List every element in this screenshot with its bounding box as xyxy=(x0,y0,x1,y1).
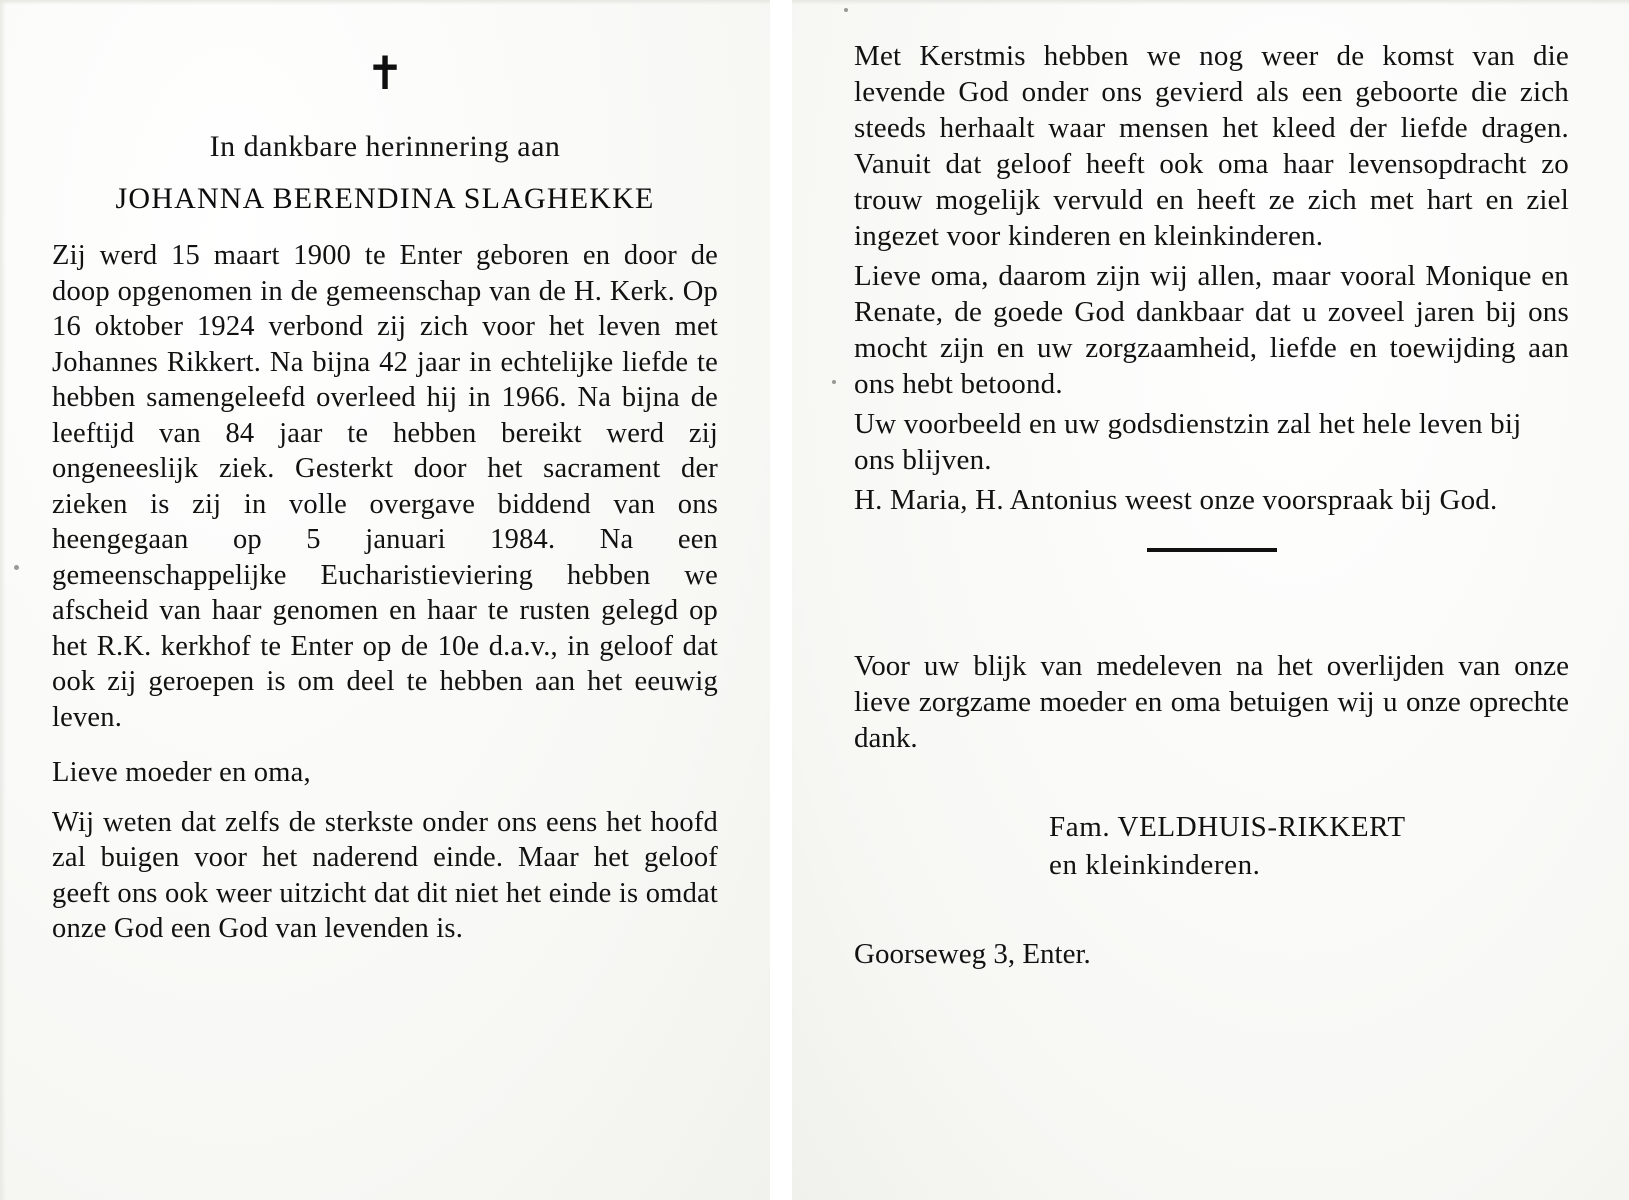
salutation-line: Lieve moeder en oma, xyxy=(52,757,311,788)
cross-icon: ✝ xyxy=(365,46,405,100)
signature-block xyxy=(854,808,1569,884)
biography-paragraph: Zij werd 15 maart 1900 te Enter geboren en door de doop opgenomen in de gemeenschap van de H. Kerk. Op 16 oktober 1924 verbond zij zich voor het leven met Johannes Rikkert. Na bijna 42 jaar in echtelijke liefde te hebben samengeleefd overleed hij in 1966. Na bijna de leeftijd van 84 jaar te hebben bereikt werd zij ongeneeslijk ziek. Gesterkt door het sacrament der zieken is zij in volle overgave biddend van ons heengegaan op 5 januari 1984. Na een gemeenschappelijke Eucharistieviering hebben we afscheid van haar genomen en haar te rusten gelegd op het R.K. kerkhof te Enter op de 10e d.a.v., in geloof dat ook zij geroepen is om deel te hebben aan het eeuwig leven. xyxy=(52,240,718,733)
signature-grandchildren: en kleinkinderen. xyxy=(1049,849,1261,881)
saints-paragraph: H. Maria, H. Antonius weest onze voorspraak bij God. xyxy=(854,484,1498,516)
card-page-right xyxy=(792,0,1629,1200)
scan-edge-shadow xyxy=(0,0,6,1200)
scan-edge-shadow-top xyxy=(0,0,770,5)
signature-family-name: Fam. VELDHUIS-RIKKERT xyxy=(1049,811,1406,843)
deceased-name: JOHANNA BERENDINA SLAGHEKKE xyxy=(115,182,655,215)
left-body-block xyxy=(52,238,718,947)
dedication-line: In dankbare herinnering aan xyxy=(209,130,561,163)
christmas-paragraph: Met Kerstmis hebben we nog weer de komst van die levende God onder ons gevierd als een geboorte die zich steeds herhaalt waar mensen het kleed der liefde dragen. Vanuit dat geloof heeft ook oma haar levensopdracht zo trouw mogelijk vervuld en heeft ze zich met hart en ziel ingezet voor kinderen en kleinkinderen. xyxy=(854,40,1569,252)
section-spacer xyxy=(854,552,1569,648)
reflection-paragraph: Wij weten dat zelfs de sterkste onder ons eens het hoofd zal buigen voor het naderend einde. Maar het geloof geeft ons ook weer uitzicht dat dit niet het einde is omdat onze God een God van levenden is. xyxy=(52,806,718,944)
scan-edge-shadow-top-right xyxy=(792,0,1629,5)
address-line: Goorseweg 3, Enter. xyxy=(854,938,1091,970)
page-gutter xyxy=(770,0,792,1200)
card-page-left xyxy=(0,0,770,1200)
thanks-paragraph: Voor uw blijk van medeleven na het overlijden van onze lieve zorgzame moeder en oma betuigen wij u onze oprechte dank. xyxy=(854,650,1569,754)
grandmother-paragraph: Lieve oma, daarom zijn wij allen, maar vooral Monique en Renate, de goede God dankbaar dat u zoveel jaren bij ons mocht zijn en uw zorgzaamheid, liefde en toewijding aan ons hebt betoond. xyxy=(854,260,1569,400)
scan-speck xyxy=(14,565,19,570)
example-paragraph: Uw voorbeeld en uw godsdienstzin zal het hele leven bij ons blijven. xyxy=(854,408,1522,476)
scan-speck-right xyxy=(844,8,848,12)
scan-speck-right-2 xyxy=(832,380,836,384)
